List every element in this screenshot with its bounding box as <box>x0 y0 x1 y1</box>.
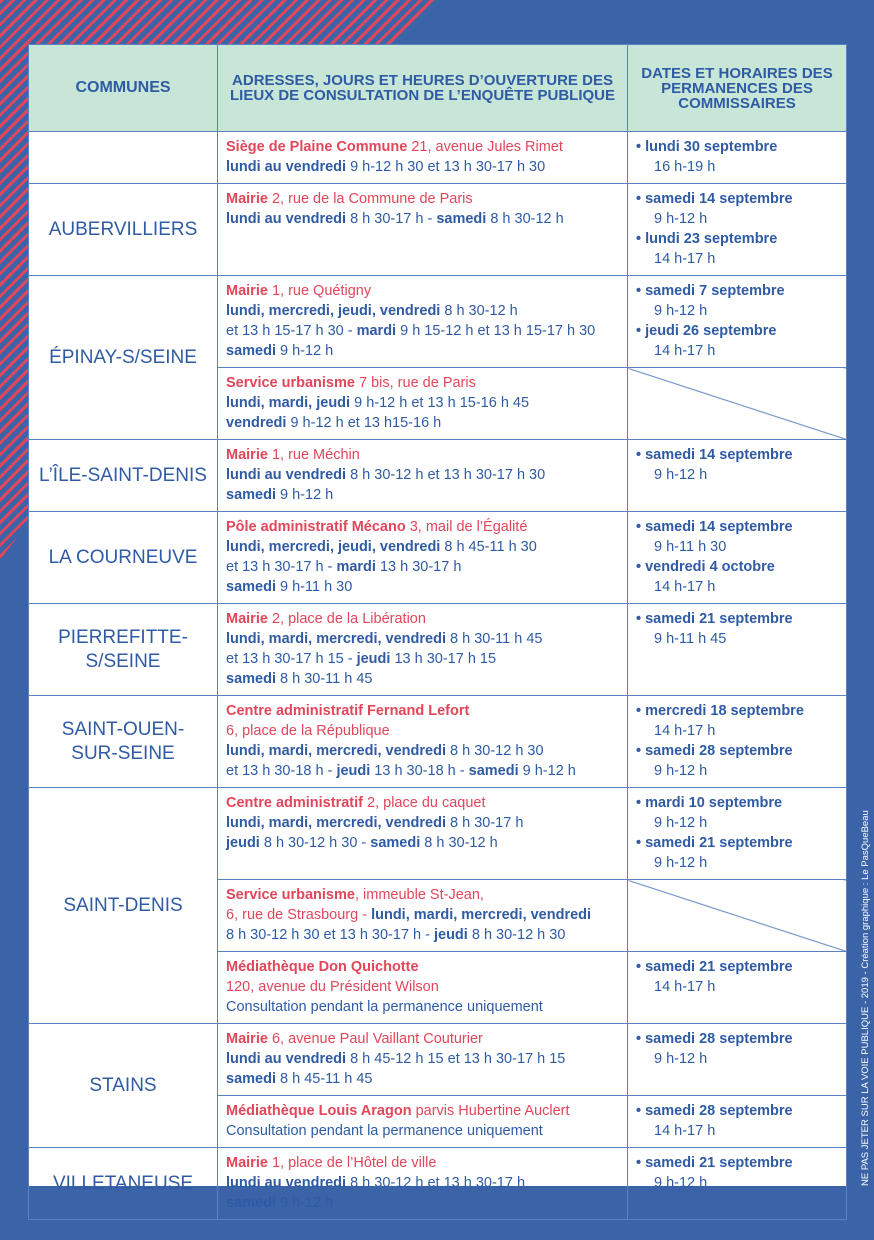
commune-cell: VILLETANEUSE <box>29 1148 218 1220</box>
permanence-cell: • mardi 10 septembre 9 h-12 h • samedi 21 septembre 9 h-12 h <box>628 788 847 880</box>
permanence-cell: • samedi 21 septembre 9 h-11 h 45 <box>628 604 847 696</box>
permanence-cell: • samedi 14 septembre 9 h-12 h <box>628 440 847 512</box>
header-adresses: ADRESSES, JOURS ET HEURES D’OUVERTURE DES LIEUX DE CONSULTATION DE L’ENQUÊTE PUBLIQUE <box>218 45 628 132</box>
empty-permanence-cell <box>628 880 847 952</box>
empty-permanence-cell <box>628 368 847 440</box>
decorative-stripes-top <box>0 0 874 48</box>
permanence-cell: • samedi 14 septembre 9 h-11 h 30 • vendredi 4 octobre 14 h-17 h <box>628 512 847 604</box>
table-row <box>29 1148 847 1220</box>
permanence-cell: • samedi 14 septembre 9 h-12 h • lundi 23 septembre 14 h-17 h <box>628 184 847 276</box>
table-row <box>29 696 847 788</box>
commune-cell: ÉPINAY-S/SEINE <box>29 276 218 440</box>
table-row <box>29 604 847 696</box>
table-row <box>29 788 847 880</box>
address-cell: Service urbanisme, immeuble St-Jean, 6, rue de Strasbourg - lundi, mardi, mercredi, vendredi 8 h 30-12 h 30 et 13 h 30-17 h - jeudi 8 h 30-12 h 30 <box>218 880 628 952</box>
table-header <box>29 45 847 132</box>
address-cell: Centre administratif Fernand Lefort 6, place de la République lundi, mardi, mercredi, vendredi 8 h 30-12 h 30 et 13 h 30-18 h - jeudi 13 h 30-18 h - samedi 9 h-12 h <box>218 696 628 788</box>
table-row <box>29 276 847 368</box>
permanence-cell: • samedi 21 septembre 9 h-12 h <box>628 1148 847 1220</box>
address-cell: Médiathèque Don Quichotte 120, avenue du Président Wilson Consultation pendant la permanence uniquement <box>218 952 628 1024</box>
permanence-cell: • samedi 7 septembre 9 h-12 h • jeudi 26 septembre 14 h-17 h <box>628 276 847 368</box>
permanence-cell: • mercredi 18 septembre 14 h-17 h • samedi 28 septembre 9 h-12 h <box>628 696 847 788</box>
commune-cell: LA COURNEUVE <box>29 512 218 604</box>
table-row <box>29 184 847 276</box>
address-cell: Mairie 1, rue Quétigny lundi, mercredi, jeudi, vendredi 8 h 30-12 h et 13 h 15-17 h 30 - mardi 9 h 15-12 h et 13 h 15-17 h 30 samedi 9 h-12 h <box>218 276 628 368</box>
table-row <box>29 1024 847 1096</box>
side-credit-note: NE PAS JETER SUR LA VOIE PUBLIQUE - 2019 - Création graphique : Le PasQueBeau <box>860 810 871 1186</box>
permanence-cell: • samedi 21 septembre 14 h-17 h <box>628 952 847 1024</box>
permanence-cell: • samedi 28 septembre 9 h-12 h <box>628 1024 847 1096</box>
header-communes: COMMUNES <box>29 45 218 132</box>
commune-cell: PIERREFITTE- S/SEINE <box>29 604 218 696</box>
address-cell: Service urbanisme 7 bis, rue de Paris lundi, mardi, jeudi 9 h-12 h et 13 h 15-16 h 45 vendredi 9 h-12 h et 13 h15-16 h <box>218 368 628 440</box>
table-row <box>29 512 847 604</box>
commune-cell: SAINT-OUEN- SUR-SEINE <box>29 696 218 788</box>
commune-cell <box>29 132 218 184</box>
address-cell: Médiathèque Louis Aragon parvis Hubertine Auclert Consultation pendant la permanence uniquement <box>218 1096 628 1148</box>
commune-cell: AUBERVILLIERS <box>29 184 218 276</box>
consultation-table <box>28 44 847 1220</box>
table-row <box>29 440 847 512</box>
address-cell: Mairie 1, rue Méchin lundi au vendredi 8 h 30-12 h et 13 h 30-17 h 30 samedi 9 h-12 h <box>218 440 628 512</box>
commune-cell: STAINS <box>29 1024 218 1148</box>
address-cell: Mairie 6, avenue Paul Vaillant Couturier lundi au vendredi 8 h 45-12 h 15 et 13 h 30-17 h 15 samedi 8 h 45-11 h 45 <box>218 1024 628 1096</box>
address-cell: Pôle administratif Mécano 3, mail de l’Égalité lundi, mercredi, jeudi, vendredi 8 h 45-11 h 30 et 13 h 30-17 h - mardi 13 h 30-17 h samedi 9 h-11 h 30 <box>218 512 628 604</box>
permanence-cell: • lundi 30 septembre 16 h-19 h <box>628 132 847 184</box>
address-cell: Siège de Plaine Commune 21, avenue Jules Rimet lundi au vendredi 9 h-12 h 30 et 13 h 30-17 h 30 <box>218 132 628 184</box>
address-cell: Mairie 2, rue de la Commune de Paris lundi au vendredi 8 h 30-17 h - samedi 8 h 30-12 h <box>218 184 628 276</box>
commune-cell: SAINT-DENIS <box>29 788 218 1024</box>
address-cell: Mairie 2, place de la Libération lundi, mardi, mercredi, vendredi 8 h 30-11 h 45 et 13 h 30-17 h 15 - jeudi 13 h 30-17 h 15 samedi 8 h 30-11 h 45 <box>218 604 628 696</box>
address-cell: Mairie 1, place de l’Hôtel de ville lundi au vendredi 8 h 30-12 h et 13 h 30-17 h samedi 9 h-12 h <box>218 1148 628 1220</box>
permanence-cell: • samedi 28 septembre 14 h-17 h <box>628 1096 847 1148</box>
table-row <box>29 132 847 184</box>
header-dates: DATES ET HORAIRES DES PERMANENCES DES COMMISSAIRES <box>628 45 847 132</box>
address-cell: Centre administratif 2, place du caquet lundi, mardi, mercredi, vendredi 8 h 30-17 h jeudi 8 h 30-12 h 30 - samedi 8 h 30-12 h <box>218 788 628 880</box>
commune-cell: L’ÎLE-SAINT-DENIS <box>29 440 218 512</box>
